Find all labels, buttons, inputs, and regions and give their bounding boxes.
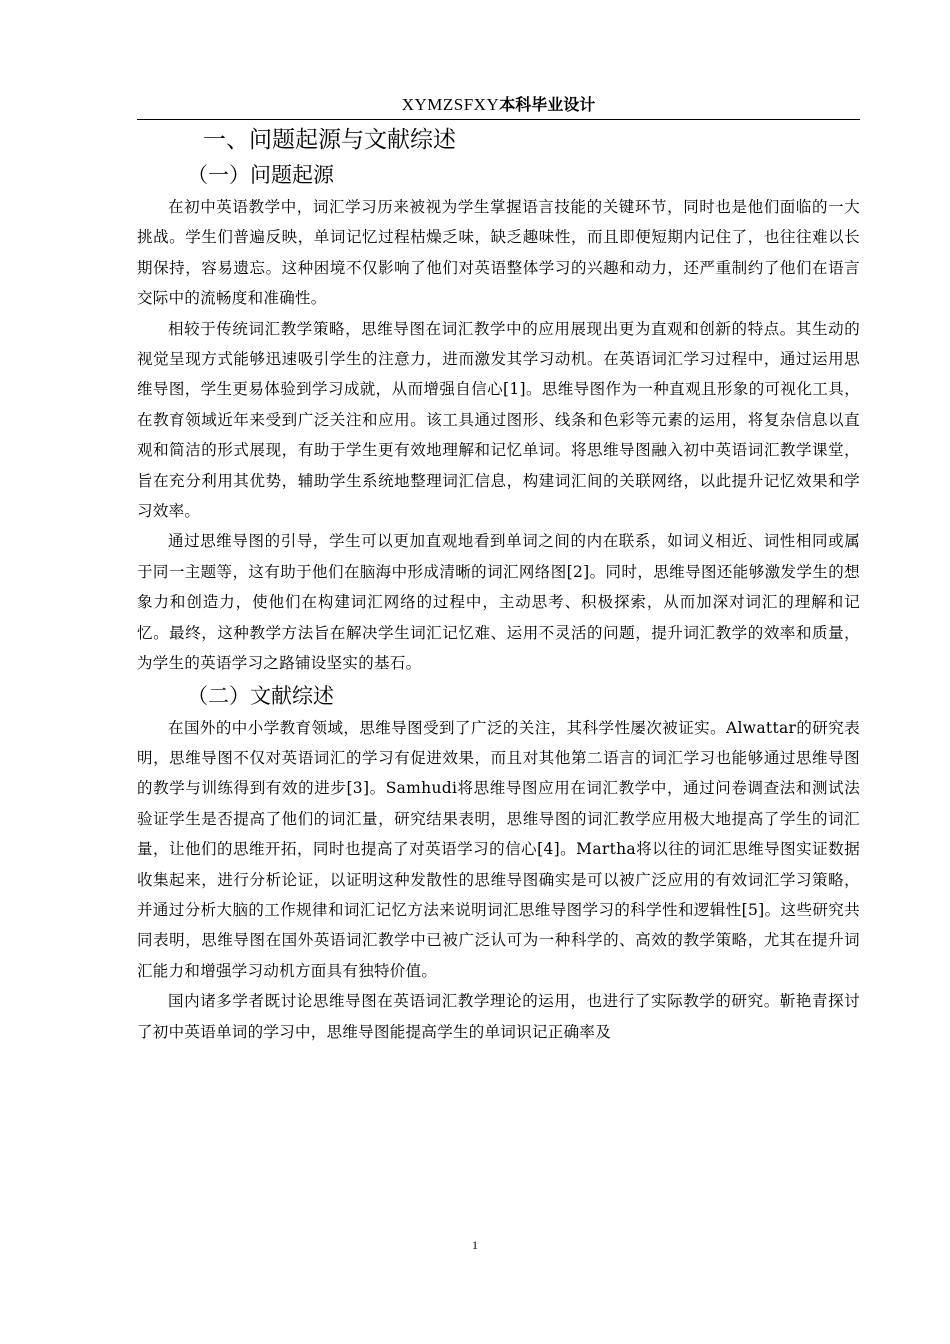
subsection-title-review: （二）文献综述 (187, 683, 334, 708)
page-number: 1 (472, 1238, 478, 1252)
paragraph: 相较于传统词汇教学策略，思维导图在词汇教学中的应用展现出更为直观和创新的特点。其生动的视觉呈现方式能够迅速吸引学生的注意力，进而激发其学习动机。在英语词汇学习过程中，通过运用思维导图，学生更易体验到学习成就，从而增强自信心[1]。思维导图作为一种直观且形象的可视化工具，在教育领域近年来受到广泛关注和应用。该工具通过图形、线条和色彩等元素的运用，将复杂信息以直观和简洁的形式展现，有助于学生更有效地理解和记忆单词。将思维导图融入初中英语词汇教学课堂，旨在充分利用其优势，辅助学生系统地整理词汇信息，构建词汇间的关联网络，以此提升记忆效果和学习效率。 (137, 319, 860, 521)
paragraph: 在初中英语教学中，词汇学习历来被视为学生掌握语言技能的关键环节，同时也是他们面临的一大挑战。学生们普遍反映，单词记忆过程枯燥乏味，缺乏趣味性，而且即便短期内记住了，也往往难以长期保持，容易遗忘。这种困境不仅影响了他们对英语整体学习的兴趣和动力，还严重制约了他们在语言交际中的流畅度和准确性。 (137, 198, 860, 308)
subsection-title-origin: （一）问题起源 (187, 163, 334, 187)
page-body (137, 118, 860, 1047)
paragraph: 在国外的中小学教育领域，思维导图受到了广泛的关注，其科学性屡次被证实。Alwattar的研究表明，思维导图不仅对英语词汇的学习有促进效果，而且对其他第二语言的词汇学习也能够通过思维导图的教学与训练得到有效的进步[3]。Samhudi将思维导图应用在词汇教学中，通过问卷调查法和测试法验证学生是否提高了他们的词汇量，研究结果表明，思维导图的词汇教学应用极大地提高了学生的词汇量，让他们的思维开拓，同时也提高了对英语学习的信心[4]。Martha将以往的词汇思维导图实证数据收集起来，进行分析论证，以证明这种发散性的思维导图确实是可以被广泛应用的有效词汇学习策略，并通过分析大脑的工作规律和词汇记忆方法来说明词汇思维导图学习的科学性和逻辑性[5]。这些研究共同表明，思维导图在国外英语词汇教学中已被广泛认可为一种科学的、高效的教学策略，尤其在提升词汇能力和增强学习动机方面具有独特价值。 (137, 718, 860, 980)
header-tag: 本科毕业设计 (499, 95, 596, 114)
paragraph: 国内诸多学者既讨论思维导图在英语词汇教学理论的运用，也进行了实际教学的研究。靳艳青探讨了初中英语单词的学习中，思维导图能提高学生的单词识记正确率及 (137, 992, 860, 1041)
page-header (137, 92, 860, 120)
paragraph: 通过思维导图的引导，学生可以更加直观地看到单词之间的内在联系，如词义相近、词性相同或属于同一主题等，这有助于他们在脑海中形成清晰的词汇网络图[2]。同时，思维导图还能够激发学生的想象力和创造力，使他们在构建词汇网络的过程中，主动思考、积极探索，从而加深对词汇的理解和记忆。最终，这种教学方法旨在解决学生词汇记忆难、运用不灵活的问题，提升词汇教学的效率和质量，为学生的英语学习之路铺设坚实的基石。 (137, 532, 860, 673)
section-title: 一、问题起源与文献综述 (203, 127, 456, 153)
header-code: XYMZSFXY (401, 95, 500, 114)
